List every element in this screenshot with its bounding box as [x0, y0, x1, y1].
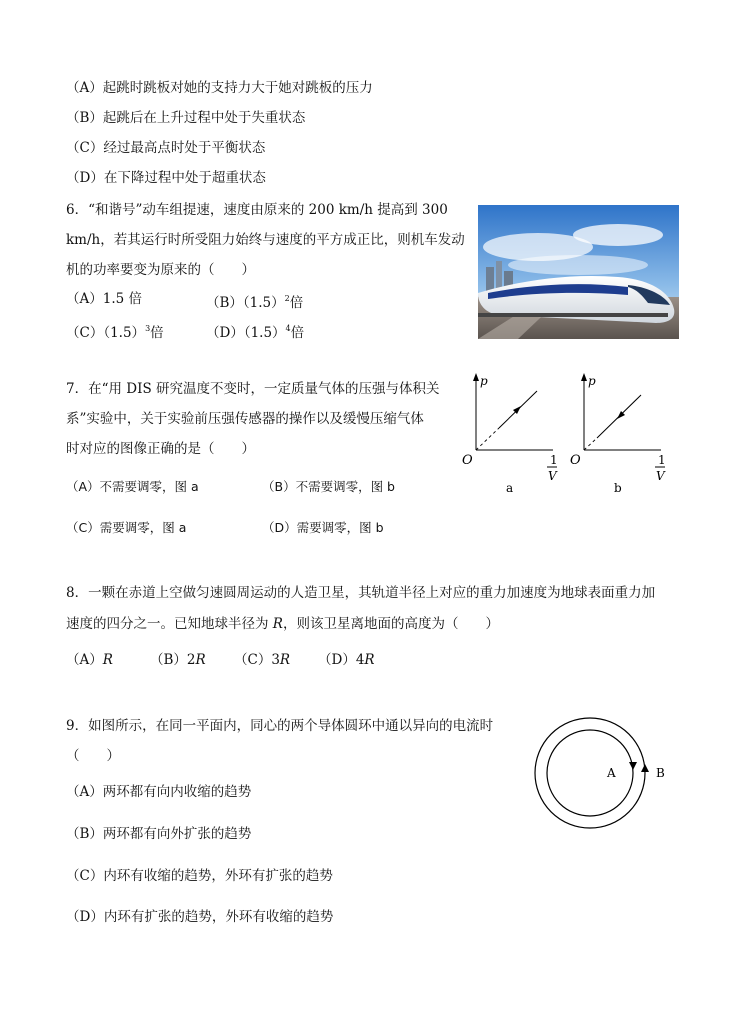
outer-ring-label: B [656, 766, 665, 780]
q6-option-d: $(D)(1.5)^4$倍 [206, 324, 305, 341]
concentric-rings-diagram [528, 710, 678, 835]
outer-current-arrow [641, 764, 649, 772]
q6-option-b: $(B)(1.5)^2$倍 [206, 294, 304, 311]
inner-ring [547, 730, 633, 816]
train-photo [478, 205, 679, 339]
q6-stem-line3: 机的功率要变为原来的（ ） [66, 262, 255, 278]
caption-a: a [506, 481, 514, 493]
pv-graph-a [455, 368, 570, 493]
inner-current-arrow [629, 762, 637, 770]
q8-option-a: （A）R [66, 652, 113, 668]
q9-option-d: （D）内环有扩张的趋势，外环有收缩的趋势 [66, 909, 334, 925]
q9-stem-line1: 9．如图所示，在同一平面内，同心的两个导体圆环中通以异向的电流时 [66, 718, 494, 734]
q7-option-d: （D）需要调零，图 b [262, 520, 384, 535]
q8-option-d: （D）4R [318, 652, 375, 668]
outer-ring [535, 718, 645, 828]
origin-label: O [462, 453, 473, 468]
q8-option-c: （C）3R [234, 652, 291, 668]
pv-graph-b [563, 368, 678, 493]
q6-option-c: $(C)(1.5)^3$倍 [66, 324, 164, 341]
y-axis-arrow [473, 373, 479, 381]
q7-option-c: （C）需要调零，图 a [66, 520, 187, 535]
q9-option-b: （B）两环都有向外扩张的趋势 [66, 826, 252, 842]
q9-option-a: （A）两环都有向内收缩的趋势 [66, 784, 252, 800]
q5-option-b: （B）起跳后在上升过程中处于失重状态 [66, 110, 306, 126]
q8-stem-line1: 8．一颗在赤道上空做匀速圆周运动的人造卫星，其轨道半径上对应的重力加速度为地球表面重力加 [66, 585, 656, 601]
x-axis-denominator: V [656, 469, 665, 483]
q8-option-b: （B）2R [150, 652, 206, 668]
q7-stem-line3: 时对应的图像正确的是（ ） [66, 441, 255, 457]
q5-option-a: （A）起跳时跳板对她的支持力大于她对跳板的压力 [66, 80, 373, 96]
q8-stem-line2: 速度的四分之一。已知地球半径为 R，则该卫星离地面的高度为（ ） [66, 616, 499, 632]
q7-option-b: （B）不需要调零，图 b [262, 479, 395, 494]
x-axis-denominator: V [548, 469, 557, 483]
y-axis-label: p [480, 374, 488, 388]
q6-stem-line1: 6．“和谐号”动车组提速，速度由原来的 200 km/h 提高到 300 [66, 202, 448, 218]
q5-option-d: （D）在下降过程中处于超重状态 [66, 170, 266, 186]
q7-stem-line1: 7．在“用 DIS 研究温度不变时，一定质量气体的压强与体积关 [66, 381, 440, 397]
q7-stem-line2: 系”实验中，关于实验前压强传感器的操作以及缓慢压缩气体 [66, 411, 424, 427]
y-axis-label: p [588, 374, 596, 388]
x-axis-numerator: 1 [550, 453, 558, 467]
origin-label: O [570, 453, 581, 468]
q6-option-a: （A）1.5 倍 [66, 291, 143, 307]
dashed-extension [476, 428, 499, 450]
q5-option-c: （C）经过最高点时处于平衡状态 [66, 140, 266, 156]
dashed-extension [584, 438, 597, 450]
q9-option-c: （C）内环有收缩的趋势，外环有扩张的趋势 [66, 868, 333, 884]
inner-ring-label: A [607, 766, 616, 780]
y-axis-arrow [581, 373, 587, 381]
q7-option-a: （A）不需要调零，图 a [66, 479, 199, 494]
q9-stem-line2: （ ） [66, 748, 120, 764]
q6-stem-line2: km/h，若其运行时所受阻力始终与速度的平方成正比，则机车发动 [66, 232, 465, 248]
x-axis-numerator: 1 [658, 453, 666, 467]
caption-b: b [614, 481, 622, 493]
